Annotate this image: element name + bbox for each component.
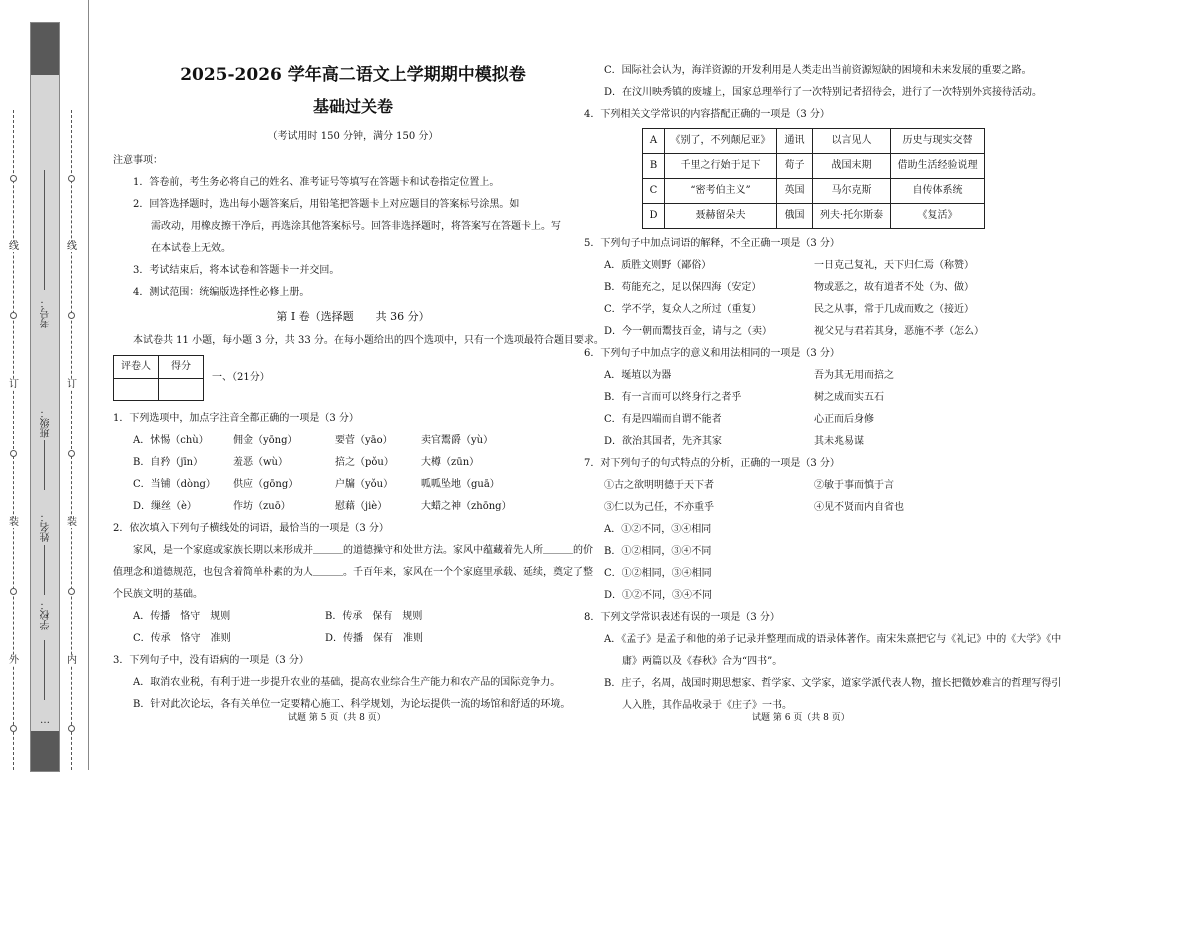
note-item: 3．考试结束后，将本试卷和答题卡一并交回。	[133, 265, 340, 276]
exam-info: （考试用时 150 分钟，满分 150 分）	[267, 131, 439, 142]
table-row	[643, 204, 985, 229]
binding-marker-seal-inner: 装	[67, 517, 77, 528]
q2-option-row	[113, 606, 573, 628]
q7-option: D．①②不同，③④不同	[604, 590, 713, 601]
q6-option: B．有一言而可以终身行之者乎	[604, 392, 742, 403]
binding-marker-inner: 内	[67, 655, 77, 666]
q2-option: C．传承 恪守 准则	[133, 633, 231, 644]
q1-option-row	[113, 430, 573, 452]
note-item: 4．测试范围：统编版选择性必修上册。	[133, 287, 310, 298]
outer-dashed-line	[13, 110, 14, 770]
table-cell: 借助生活经验说理	[891, 154, 985, 179]
q4-table	[642, 128, 985, 229]
q6-option-row	[584, 387, 1054, 409]
q7-option: C．①②相同，③④相同	[604, 568, 712, 579]
binding-marker-seal: 装	[9, 517, 19, 528]
table-cell: 马尔克斯	[813, 179, 891, 204]
q2-passage-line: 家风，是一个家庭或家族长期以来形成并＿＿＿的道德操守和处世方法。家风中蕴藏着先人所＿＿＿的价	[133, 545, 593, 556]
q1-option: D．缫丝（è）	[133, 501, 197, 512]
table-cell: D	[643, 204, 665, 229]
exam-number-field[interactable]	[44, 170, 45, 290]
name-field[interactable]	[44, 545, 45, 595]
page-edge-line	[88, 0, 89, 770]
q5-option: A．质胜文则野（鄙俗）	[604, 260, 712, 271]
table-cell: 聂赫留朵夫	[665, 204, 777, 229]
footer-page-left: 试题 第 5 页（共 8 页）	[288, 713, 386, 723]
q1-option: 作坊（zuō）	[233, 501, 291, 512]
q1-option: 大蜡之神（zhōng）	[421, 501, 512, 512]
table-cell: 战国末期	[813, 154, 891, 179]
table-cell: 俄国	[777, 204, 813, 229]
q2-option: A．传播 恪守 规则	[133, 611, 231, 622]
q5-option-row	[584, 321, 1054, 343]
q1-option: 佣金（yōng）	[233, 435, 298, 446]
q1-option: 卖官鬻爵（yù）	[421, 435, 494, 446]
note-item: 2．回答选择题时，选出每小题答案后，用铅笔把答题卡上对应题目的答案标号涂黑。如	[133, 199, 520, 210]
q5-option: 物或恶之，故有道者不处（为、做）	[814, 282, 974, 293]
binding-marker-bind: 订	[9, 379, 19, 390]
binding-circle	[10, 312, 17, 319]
q6-option: 心正而后身修	[814, 414, 874, 425]
q6-option: A．埏埴以为器	[604, 370, 672, 381]
q5-option: 民之从事，常于几成而败之（接近）	[814, 304, 974, 315]
binding-marker-bind-inner: 订	[67, 379, 77, 390]
q5-option-row	[584, 299, 1054, 321]
q5-option: D．今一朝而鬻技百金，请与之（卖）	[604, 326, 773, 337]
table-cell: 《复活》	[891, 204, 985, 229]
binding-circle	[68, 450, 75, 457]
table-cell: 历史与现实交替	[891, 129, 985, 154]
table-row	[643, 129, 985, 154]
q1-option: 供应（gōng）	[233, 479, 299, 490]
q1-option: A．怵惕（chù）	[133, 435, 209, 446]
inner-dashed-line	[71, 110, 72, 770]
binding-marker-line-inner: 线	[67, 241, 77, 252]
q1-option-row	[113, 496, 573, 518]
q7-sentence: ④见不贤而内自省也	[814, 502, 904, 513]
q3-stem: 3．下列句子中，没有语病的一项是（3 分）	[113, 655, 309, 666]
q6-option: C．有是四端而自谓不能者	[604, 414, 722, 425]
binding-cap-top	[31, 23, 59, 75]
q7-sentence-row	[584, 475, 1054, 497]
q1-option: 户牖（yǒu）	[335, 479, 394, 490]
q7-sentence: ③仁以为己任，不亦重乎	[604, 502, 714, 513]
binding-marker-line: 线	[9, 241, 19, 252]
q7-sentence: ②敏于事而慎于言	[814, 480, 894, 491]
note-item: 1．答卷前，考生务必将自己的姓名、准考证号等填写在答题卡和试卷指定位置上。	[133, 177, 500, 188]
q5-option: 一日克己复礼，天下归仁焉（称赞）	[814, 260, 974, 271]
section-label: 一、（21分）	[212, 372, 270, 383]
binding-cap-bottom	[31, 731, 59, 771]
q7-stem: 7．对下列句子的句式特点的分析，正确的一项是（3 分）	[584, 458, 840, 469]
grader-label: 评卷人	[114, 356, 159, 379]
part1-heading: 第 Ⅰ 卷（选择题 共 36 分）	[276, 310, 430, 323]
table-cell: 《别了，不列颠尼亚》	[665, 129, 777, 154]
table-cell: 英国	[777, 179, 813, 204]
q7-sentence-row	[584, 497, 1054, 519]
q5-option: 视父兄与君若其身，恶施不孝（怎么）	[814, 326, 984, 337]
table-cell: 荀子	[777, 154, 813, 179]
table-cell: 列夫·托尔斯泰	[813, 204, 891, 229]
q2-passage-line: 值理念和道德规范，也包含着简单朴素的为人＿＿＿。千百年来，家风在一个个家庭里承载、延续，奠定了整	[113, 567, 593, 578]
q6-stem: 6．下列句子中加点字的意义和用法相同的一项是（3 分）	[584, 348, 840, 359]
q1-option-row	[113, 452, 573, 474]
q6-option-row	[584, 431, 1054, 453]
q1-stem: 1．下列选项中，加点字注音全都正确的一项是（3 分）	[113, 413, 359, 424]
q3-option: A．取消农业税，有利于进一步提升农业的基础，提高农业综合生产能力和农产品的国际竞争力。	[133, 677, 561, 688]
table-cell: 以言见人	[813, 129, 891, 154]
q1-option: 慰藉（jiè）	[335, 501, 388, 512]
q1-option: 大樽（zūn）	[421, 457, 480, 468]
table-row	[643, 179, 985, 204]
q5-option-row	[584, 255, 1054, 277]
binding-circle	[10, 175, 17, 182]
class-label: 班级：	[41, 408, 52, 438]
q6-option-row	[584, 409, 1054, 431]
q6-option: 其未兆易谋	[814, 436, 864, 447]
table-cell: C	[643, 179, 665, 204]
q7-option: A．①②不同，③④相同	[604, 524, 712, 535]
q8-option: A．《孟子》是孟子和他的弟子记录并整理而成的语录体著作。南宋朱熹把它与《礼记》中的《大学》《中	[604, 634, 1062, 645]
q1-option: B．自矜（jīn）	[133, 457, 204, 468]
binding-ellipsis: …	[40, 715, 50, 726]
q8-option-cont: 庸》两篇以及《春秋》合为“四书”。	[622, 656, 783, 667]
q2-option: D．传播 保有 准则	[325, 633, 424, 644]
table-cell: A	[643, 129, 665, 154]
binding-marker-outer: 外	[9, 655, 19, 666]
table-cell: 通讯	[777, 129, 813, 154]
exam-title: 2025-2026 学年高二语文上学期期中模拟卷	[180, 65, 526, 85]
table-row	[643, 154, 985, 179]
school-label: 学校：	[41, 600, 52, 630]
table-cell: 自传体系统	[891, 179, 985, 204]
binding-circle	[10, 450, 17, 457]
binding-circle	[68, 725, 75, 732]
binding-circle	[10, 588, 17, 595]
q1-option-row	[113, 474, 573, 496]
exam-subtitle: 基础过关卷	[312, 97, 393, 116]
q6-option: D．欲治其国者，先齐其家	[604, 436, 723, 447]
q5-option-row	[584, 277, 1054, 299]
score-box-row	[113, 354, 573, 402]
q4-stem: 4．下列相关文学常识的内容搭配正确的一项是（3 分）	[584, 109, 830, 120]
exam-number-label: 考号：	[41, 298, 52, 328]
q1-option: 呱呱坠地（guā）	[421, 479, 500, 490]
binding-circle	[68, 312, 75, 319]
q5-stem: 5．下列句子中加点词语的解释，不全正确一项是（3 分）	[584, 238, 840, 249]
q3-option: D．在汶川映秀镇的废墟上，国家总理举行了一次特别记者招待会，进行了一次特别外宾接待活动。	[604, 87, 1043, 98]
q6-option: 吾为其无用而掊之	[814, 370, 894, 381]
q2-stem: 2．依次填入下列句子横线处的词语，最恰当的一项是（3 分）	[113, 523, 389, 534]
q1-option: C．当铺（dòng）	[133, 479, 216, 490]
q3-option: B．针对此次论坛，各有关单位一定要精心施工、科学规划，为论坛提供一流的场馆和舒适的环境。	[133, 699, 571, 710]
q3-option: C．国际社会认为，海洋资源的开发利用是人类走出当前资源短缺的困境和未来发展的重要之路。	[604, 65, 1032, 76]
q2-option: B．传承 保有 规则	[325, 611, 423, 622]
q7-sentence: ①古之欲明明德于天下者	[604, 480, 714, 491]
q8-stem: 8．下列文学常识表述有误的一项是（3 分）	[584, 612, 780, 623]
class-field[interactable]	[44, 440, 45, 490]
q6-option: 树之成而实五石	[814, 392, 884, 403]
score-table	[113, 355, 204, 401]
q2-option-row	[113, 628, 573, 650]
score-cell[interactable]	[159, 379, 204, 401]
score-label: 得分	[159, 356, 204, 379]
q6-option-row	[584, 365, 1054, 387]
q8-option-cont: 人入胜，其作品收录于《庄子》一书。	[622, 700, 792, 711]
part1-intro: 本试卷共 11 小题，每小题 3 分，共 33 分。在每小题给出的四个选项中，只有一个选项最符合题目要求。	[133, 335, 604, 346]
q1-option: 要菅（yāo）	[335, 435, 393, 446]
q5-option: C．学不学，复众人之所过（重复）	[604, 304, 762, 315]
q1-option: 掊之（pǒu）	[335, 457, 394, 468]
note-item-cont: 在本试卷上无效。	[151, 243, 231, 254]
grader-cell[interactable]	[114, 379, 159, 401]
q1-option: 羞恶（wù）	[233, 457, 288, 468]
binding-circle	[68, 175, 75, 182]
note-item-cont: 需改动，用橡皮擦干净后，再选涂其他答案标号。回答非选择题时，将答案写在答题卡上。写	[151, 221, 561, 232]
q8-option: B．庄子，名周，战国时期思想家、哲学家、文学家，道家学派代表人物，擅长把微妙难言的哲理写得引	[604, 678, 1062, 689]
table-cell: 千里之行始于足下	[665, 154, 777, 179]
q2-passage-line: 个民族文明的基础。	[113, 589, 203, 600]
right-column	[584, 60, 1062, 717]
binding-gray-bar	[30, 22, 60, 772]
notes-heading: 注意事项：	[113, 155, 163, 166]
q5-option: B．苟能充之，足以保四海（安定）	[604, 282, 762, 293]
binding-circle	[10, 725, 17, 732]
table-cell: B	[643, 154, 665, 179]
binding-circle	[68, 588, 75, 595]
school-field[interactable]	[44, 640, 45, 700]
left-column	[113, 60, 604, 716]
q7-option: B．①②相同，③④不同	[604, 546, 712, 557]
table-cell: “密考伯主义”	[665, 179, 777, 204]
footer-page-right: 试题 第 6 页（共 8 页）	[752, 713, 850, 723]
name-label: 姓名：	[41, 512, 52, 542]
